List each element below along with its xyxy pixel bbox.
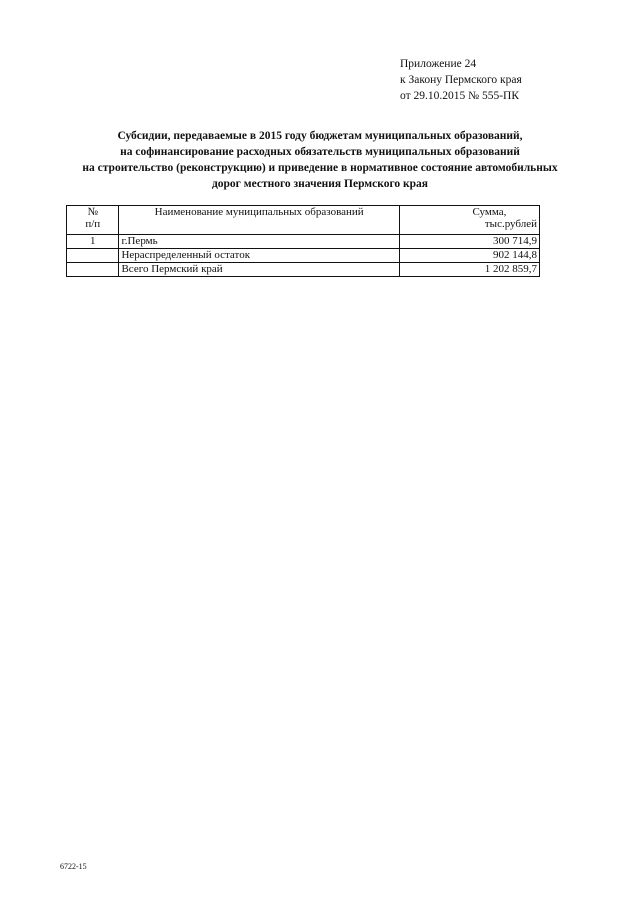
header-name: Наименование муниципальных образований [119, 206, 399, 235]
header-number-label: п/п [85, 218, 101, 230]
row-number [67, 263, 119, 277]
row-name: Всего Пермский край [119, 263, 399, 277]
header-number-symbol: № [87, 206, 98, 218]
row-sum: 1 202 859,7 [399, 263, 539, 277]
row-name: г.Пермь [119, 235, 399, 249]
row-sum: 300 714,9 [399, 235, 539, 249]
document-code: 6722-15 [60, 862, 87, 871]
row-sum: 902 144,8 [399, 249, 539, 263]
table-row [67, 235, 540, 249]
appendix-law: к Закону Пермского края [400, 74, 522, 86]
header-number [67, 206, 119, 235]
row-name: Нераспределенный остаток [119, 249, 399, 263]
subsidies-table [66, 205, 540, 277]
appendix-date: от 29.10.2015 № 555-ПК [400, 90, 520, 102]
title-line-2: на софинансирование расходных обязательств муниципальных образований [120, 146, 520, 158]
row-number: 1 [67, 235, 119, 249]
table-row [67, 249, 540, 263]
appendix-header [400, 56, 522, 104]
header-sum-label: Сумма, [472, 206, 507, 218]
row-number [67, 249, 119, 263]
title-line-4: дорог местного значения Пермского края [211, 178, 429, 190]
appendix-number: Приложение 24 [400, 58, 477, 70]
document-title [40, 128, 600, 192]
title-line-1: Субсидии, передаваемые в 2015 году бюджетам муниципальных образований, [117, 130, 523, 142]
table-header-row [67, 206, 540, 235]
title-line-3: на строительство (реконструкцию) и приведение в нормативное состояние автомобильных [82, 162, 558, 174]
header-sum-unit: тыс.рублей [484, 218, 537, 230]
table-row [67, 263, 540, 277]
header-sum [399, 206, 539, 235]
